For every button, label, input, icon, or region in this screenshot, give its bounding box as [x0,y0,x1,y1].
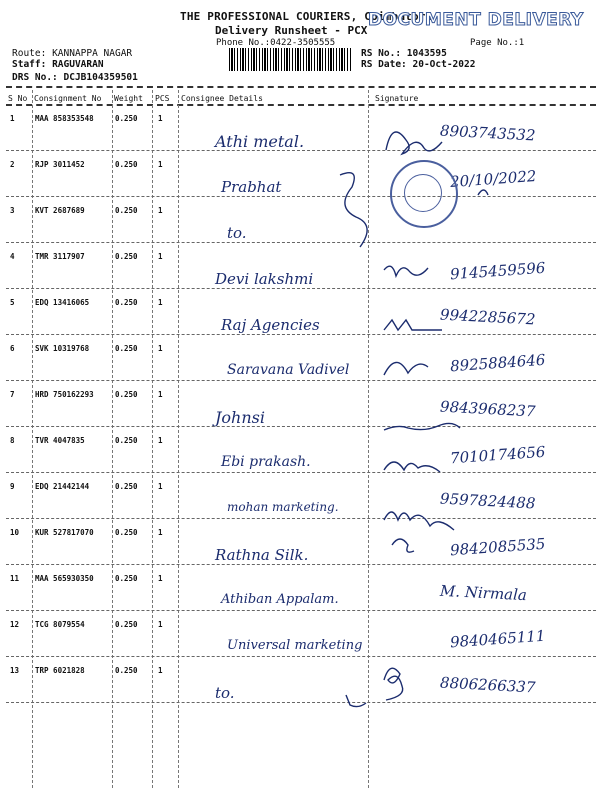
col-header-consignee: Consignee Details [181,94,263,103]
row-consignment-no: TVR 4047835 [35,436,85,445]
col-header-weight: Weight [114,94,143,103]
row-sno: 1 [10,114,15,123]
row-consignment-no: HRD 750162293 [35,390,94,399]
row-consignment-no: TRP 6021828 [35,666,85,675]
row-sno: 5 [10,298,15,307]
row-consignee-details: Saravana Vadivel [227,362,350,378]
signature-scribble [384,266,428,276]
signature-scribble [384,423,460,430]
signature-scribble [384,462,440,472]
col-header-sno: S No [8,94,28,103]
row-weight: 0.250 [115,252,138,261]
row-consignment-no: KVT 2687689 [35,206,85,215]
route-value: KANNAPPA NAGAR [52,48,133,59]
row-consignee-details: Athi metal. [215,132,305,151]
row-signature: 9942285672 [439,305,536,329]
row-sno: 2 [10,160,15,169]
row-sno: 11 [10,574,20,583]
signature-scribble [340,173,367,247]
row-pcs: 1 [158,160,163,169]
row-sno: 12 [10,620,20,629]
company-title: THE PROFESSIONAL COURIERS, Coimbatore [180,10,433,23]
rs-no-value: 1043595 [406,48,447,59]
signature-scribble [392,539,414,552]
row-pcs: 1 [158,620,163,629]
row-consignment-no: RJP 3011452 [35,160,85,169]
signature-scribble [384,320,442,330]
row-weight: 0.250 [115,160,138,169]
row-sno: 8 [10,436,15,445]
row-pcs: 1 [158,114,163,123]
row-consignee-details: mohan marketing. [227,500,339,514]
signature-scribble [386,132,442,154]
phone-number: Phone No.:0422-3505555 [216,38,336,48]
row-weight: 0.250 [115,114,138,123]
drs-label: DRS No.: [12,72,58,83]
row-weight: 0.250 [115,344,138,353]
row-consignee-details: Raj Agencies [221,316,320,334]
row-consignee-details: to. [215,684,235,702]
row-weight: 0.250 [115,298,138,307]
signature-scribble [346,695,366,707]
staff-label: Staff: [12,59,47,70]
row-signature: 8806266337 [439,673,536,697]
row-consignment-no: TCG 8079554 [35,620,85,629]
drs-value: DCJB104359501 [63,72,138,83]
row-pcs: 1 [158,298,163,307]
row-signature: 8903743532 [439,121,536,145]
row-consignment-no: SVK 10319768 [35,344,90,353]
row-consignee-details: Ebi prakash. [221,454,311,470]
row-pcs: 1 [158,574,163,583]
row-pcs: 1 [158,436,163,445]
row-consignee-details: Rathna Silk. [215,546,309,564]
row-weight: 0.250 [115,482,138,491]
signature-scribble [384,512,454,530]
row-pcs: 1 [158,666,163,675]
rs-date-value: 20-Oct-2022 [412,59,476,70]
row-signature: 9842085535 [449,534,546,560]
row-signature: 7010174656 [449,442,546,468]
row-consignment-no: TMR 3117907 [35,252,85,261]
row-weight: 0.250 [115,528,138,537]
row-weight: 0.250 [115,620,138,629]
document-delivery-stamp: DOCUMENT DELIVERY [368,10,584,30]
row-signature: 9840465111 [449,626,546,652]
row-pcs: 1 [158,252,163,261]
row-consignee-details: Universal marketing [227,638,363,653]
sheet-title: Delivery Runsheet - PCX [215,24,368,37]
row-consignment-no: EDQ 13416065 [35,298,90,307]
row-consignment-no: MAA 565930350 [35,574,94,583]
route-label: Route: [12,48,47,59]
row-pcs: 1 [158,482,163,491]
row-pcs: 1 [158,344,163,353]
row-sno: 13 [10,666,20,675]
rs-no-label: RS No.: [361,48,402,59]
row-sno: 3 [10,206,15,215]
signature-scribble [478,190,488,195]
row-weight: 0.250 [115,574,138,583]
row-weight: 0.250 [115,436,138,445]
row-signature: 9145459596 [449,258,546,284]
rs-date-label: RS Date: [361,59,407,70]
row-consignee-details: Johnsi [215,408,265,427]
row-sno: 10 [10,528,20,537]
col-header-signature: Signature [375,94,419,103]
row-sno: 6 [10,344,15,353]
row-signature: 9843968237 [439,397,536,421]
row-pcs: 1 [158,206,163,215]
row-weight: 0.250 [115,390,138,399]
col-header-consignment: Consignment No [34,94,102,103]
row-consignee-details: to. [227,224,247,242]
row-weight: 0.250 [115,206,138,215]
row-sno: 7 [10,390,15,399]
row-signature: 8925884646 [449,350,546,376]
row-sno: 4 [10,252,15,261]
signature-scribble [384,362,428,375]
row-pcs: 1 [158,390,163,399]
page-number: Page No.:1 [470,38,525,48]
row-weight: 0.250 [115,666,138,675]
row-consignee-details: Devi lakshmi [215,270,314,288]
signature-scribble [384,668,403,700]
row-consignee-details: Prabhat [221,178,282,196]
row-consignment-no: KUR 527817070 [35,528,94,537]
row-signature: 20/10/2022 [449,167,537,191]
row-consignee-details: Athiban Appalam. [221,592,339,607]
staff-value: RAGUVARAN [52,59,104,70]
row-consignment-no: EDQ 21442144 [35,482,90,491]
row-signature: 9597824488 [439,489,536,513]
row-sno: 9 [10,482,15,491]
col-header-pcs: PCS [155,94,170,103]
row-pcs: 1 [158,528,163,537]
row-signature: M. Nirmala [439,581,528,605]
row-consignment-no: MAA 858353548 [35,114,94,123]
